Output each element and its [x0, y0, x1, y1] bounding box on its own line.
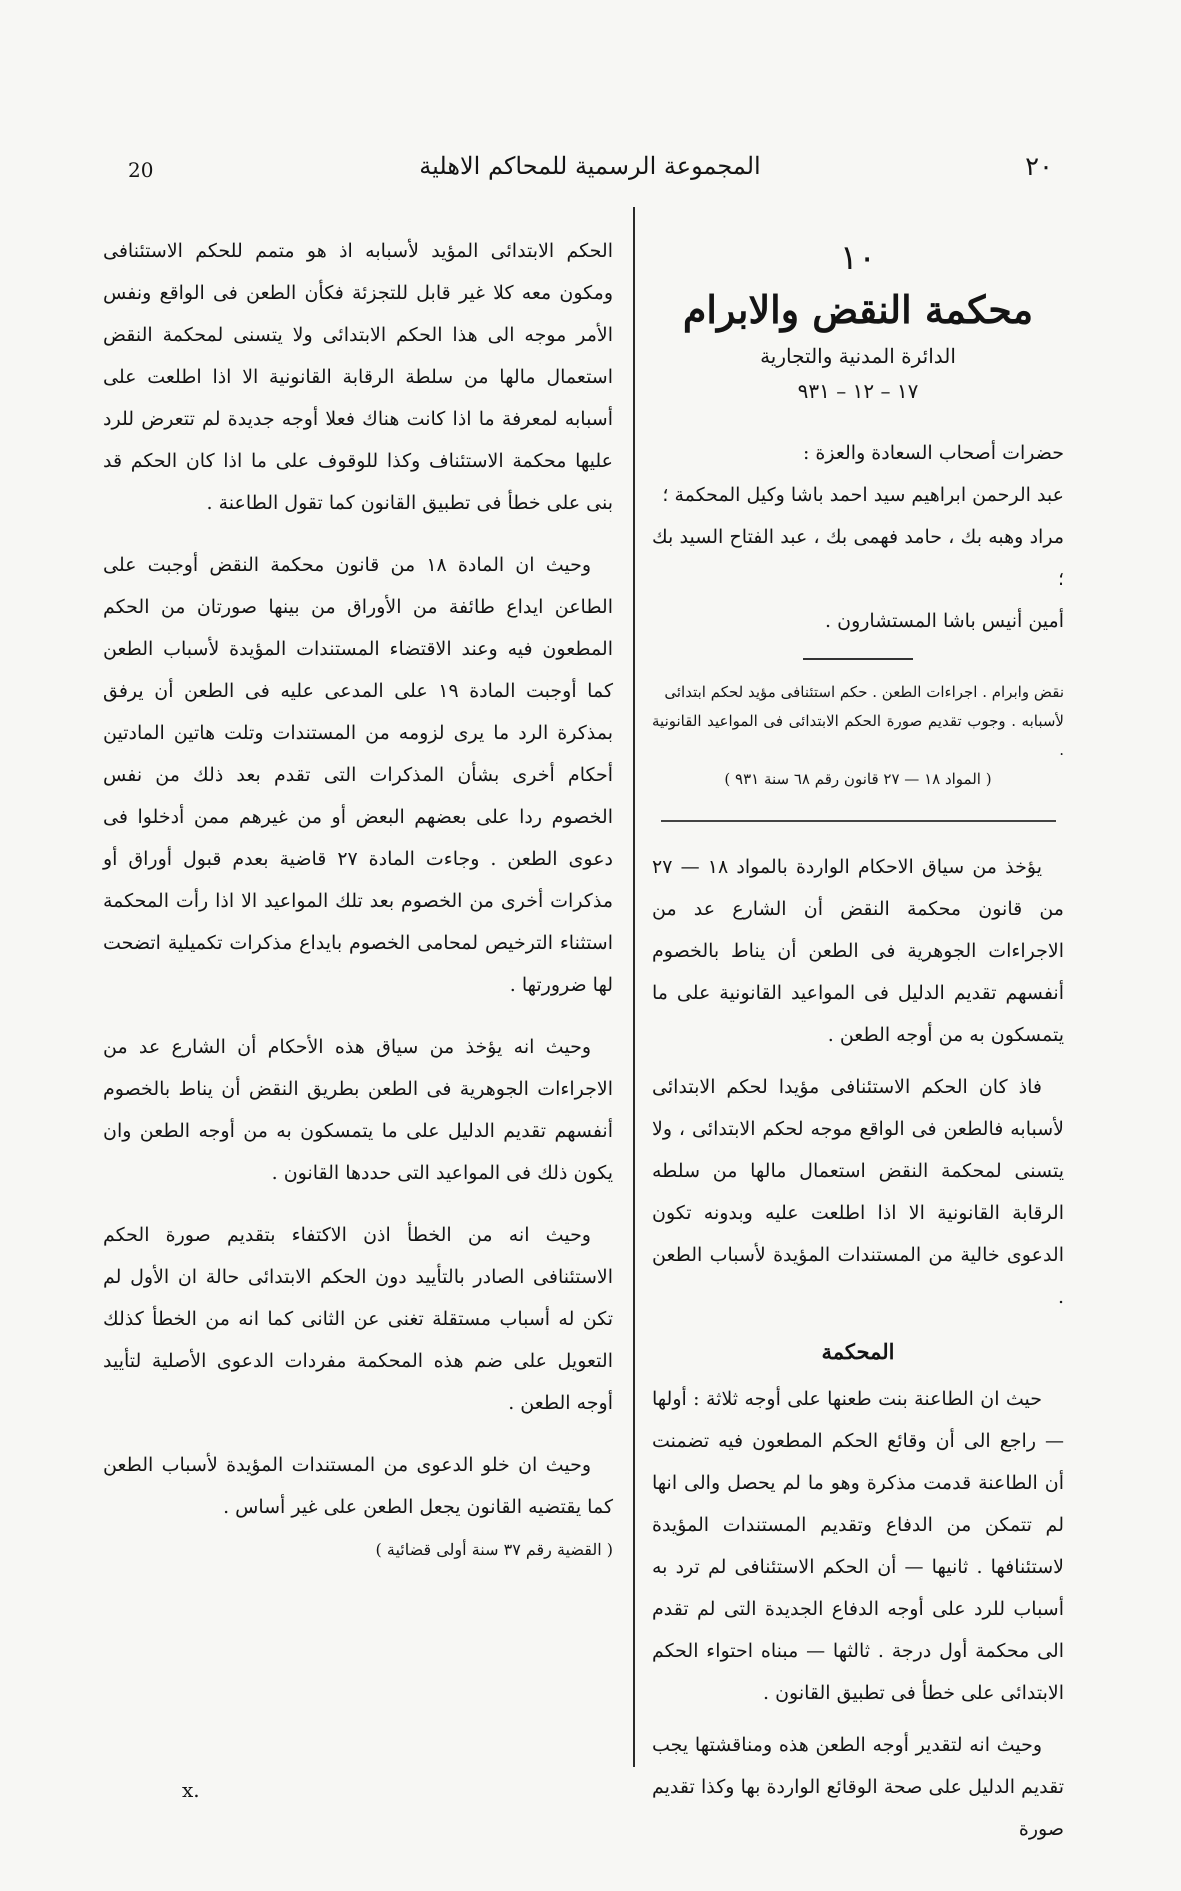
- holding-paragraph: يؤخذ من سياق الاحكام الواردة بالمواد ١٨ — ٢٧ من قانون محكمة النقض أن الشارع عد من الاجراءات الجوهرية فى الطعن أن يناط بالخصوم أنفسهم تقديم الدليل فى المواعيد القانونية على ما يتمسكون به من أوجه الطعن .: [652, 856, 1064, 1046]
- section-heading: المحكمة: [821, 1339, 895, 1364]
- right-column: [652, 238, 1064, 1850]
- cited-articles: ( المواد ١٨ — ٢٧ قانون رقم ٦٨ سنة ٩٣١ ): [724, 770, 992, 788]
- page-number-latin: 20: [128, 158, 154, 182]
- body-paragraph: وحيث انه من الخطأ اذن الاكتفاء بتقديم صورة الحكم الاستئنافى الصادر بالتأييد دون الحكم الابتدائى حالة ان الأول لم تكن له أسباب مستقلة تغنى عن الثانى كما انه من الخطأ كذلك التعويل على ضم هذه المحكمة مفردات الدعوى الأصلية لتأييد أوجه الطعن .: [103, 1224, 613, 1414]
- body-paragraph: وحيث انه يؤخذ من سياق هذه الأحكام أن الشارع عد من الاجراءات الجوهرية فى الطعن بطريق النقض أن يناط بالخصوم أنفسهم تقديم الدليل على ما يتمسكون به من أوجه الطعن وان يكون ذلك فى المواعيد التى حددها القانون .: [103, 1036, 613, 1184]
- left-column: [103, 230, 613, 1564]
- judgment-date: ١٧ – ١٢ – ٩٣١: [797, 379, 919, 403]
- body-paragraph: حيث ان الطاعنة بنت طعنها على أوجه ثلاثة : أولها — راجع الى أن وقائع الحكم المطعون فيه تضمنت أن الطاعنة قدمت مذكرة وهو ما لم يحصل والى انها لم تتمكن من الدفاع وتقديم المستندات المؤيدة لاستئنافها . ثانيها — أن الحكم الاستئنافى لم ترد به أسباب للرد على أوجه الدفاع الجديدة التى لم تقدم الى محكمة أول درجة . ثالثها — مبناه احتواء الحكم الابتدائى على خطأ فى تطبيق القانون .: [652, 1388, 1064, 1704]
- running-header: [0, 150, 1181, 190]
- body-paragraph: وحيث ان خلو الدعوى من المستندات المؤيدة لأسباب الطعن كما يقتضيه القانون يجعل الطعن على غير أساس .: [103, 1454, 613, 1518]
- holding-paragraph: فاذ كان الحكم الاستئنافى مؤيدا لحكم الابتدائى لأسبابه فالطعن فى الواقع موجه لحكم الابتدائى ، ولا يتسنى لمحكمة النقض استعمال مالها من سلطه الرقابة القانونية الا اذا اطلعت عليه وبدونه تكون الدعوى خالية من المستندات المؤيدة لأسباب الطعن .: [652, 1076, 1064, 1308]
- journal-title: المجموعة الرسمية للمحاكم الاهلية: [419, 152, 761, 180]
- page-number-arabic: ٢٠: [1025, 152, 1053, 182]
- section-divider: [803, 658, 913, 660]
- section-divider: [661, 820, 1056, 822]
- summary-line: لأسبابه . وجوب تقديم صورة الحكم الابتدائى فى المواعيد القانونية .: [652, 712, 1064, 759]
- case-reference: ( القضية رقم ٣٧ سنة أولى قضائية ): [375, 1540, 613, 1559]
- bench-intro: حضرات أصحاب السعادة والعزة :: [802, 442, 1064, 464]
- circuit-name: الدائرة المدنية والتجارية: [760, 344, 956, 368]
- handwritten-mark: x.: [182, 1778, 200, 1802]
- court-name: محكمة النقض والابرام: [682, 287, 1034, 332]
- case-number: ١٠: [839, 238, 877, 278]
- case-summary: [652, 678, 1064, 765]
- body-paragraph: الحكم الابتدائى المؤيد لأسبابه اذ هو متمم للحكم الاستئنافى ومكون معه كلا غير قابل للتجزئة فكأن الطعن فى الواقع ونفس الأمر موجه الى هذا الحكم الابتدائى ولا يتسنى لمحكمة النقض استعمال مالها من سلطة الرقابة القانونية الا اذا اطلعت على أسبابه لمعرفة ما اذا كانت هناك فعلا أوجه جديدة لم تتعرض للرد عليها محكمة الاستئناف وكذا للوقوف على ما اذا كان الحكم قد بنى على خطأ فى تطبيق القانون كما تقول الطاعنة .: [103, 240, 613, 514]
- bench-names: [652, 474, 1064, 642]
- bench-line: عبد الرحمن ابراهيم سيد احمد باشا وكيل المحكمة ؛: [662, 484, 1064, 506]
- body-paragraph: وحيث ان المادة ١٨ من قانون محكمة النقض أوجبت على الطاعن ايداع طائفة من الأوراق من بينها صورتان من الحكم المطعون فيه وعند الاقتضاء المستندات المؤيدة لأسباب الطعن كما أوجبت المادة ١٩ على المدعى عليه فى الطعن أن يرفق بمذكرة الرد ما يرى لزومه من المستندات وتلت هاتين المادتين أحكام أخرى بشأن المذكرات التى تقدم بعد ذلك من نفس الخصوم ردا على بعضهم البعض أو من غيرهم ممن أدخلوا فى دعوى الطعن . وجاءت المادة ٢٧ قاضية بعدم قبول أوراق أو مذكرات أخرى من الخصوم بعد تلك المواعيد الا اذا رأت المحكمة استثناء الترخيص لمحامى الخصوم بايداع مذكرات تكميلية اتضحت لها ضرورتها .: [103, 554, 614, 996]
- bench-line: أمين أنيس باشا المستشارون .: [825, 610, 1064, 632]
- summary-line: نقض وابرام . اجراءات الطعن . حكم استئنافى مؤيد لحكم ابتدائى: [664, 683, 1064, 701]
- body-paragraph: وحيث انه لتقدير أوجه الطعن هذه ومناقشتها يجب تقديم الدليل على صحة الوقائع الواردة بها وكذا تقديم صورة: [652, 1734, 1064, 1840]
- column-divider: [633, 207, 635, 1767]
- bench-line: مراد وهبه بك ، حامد فهمى بك ، عبد الفتاح السيد بك ؛: [652, 526, 1064, 590]
